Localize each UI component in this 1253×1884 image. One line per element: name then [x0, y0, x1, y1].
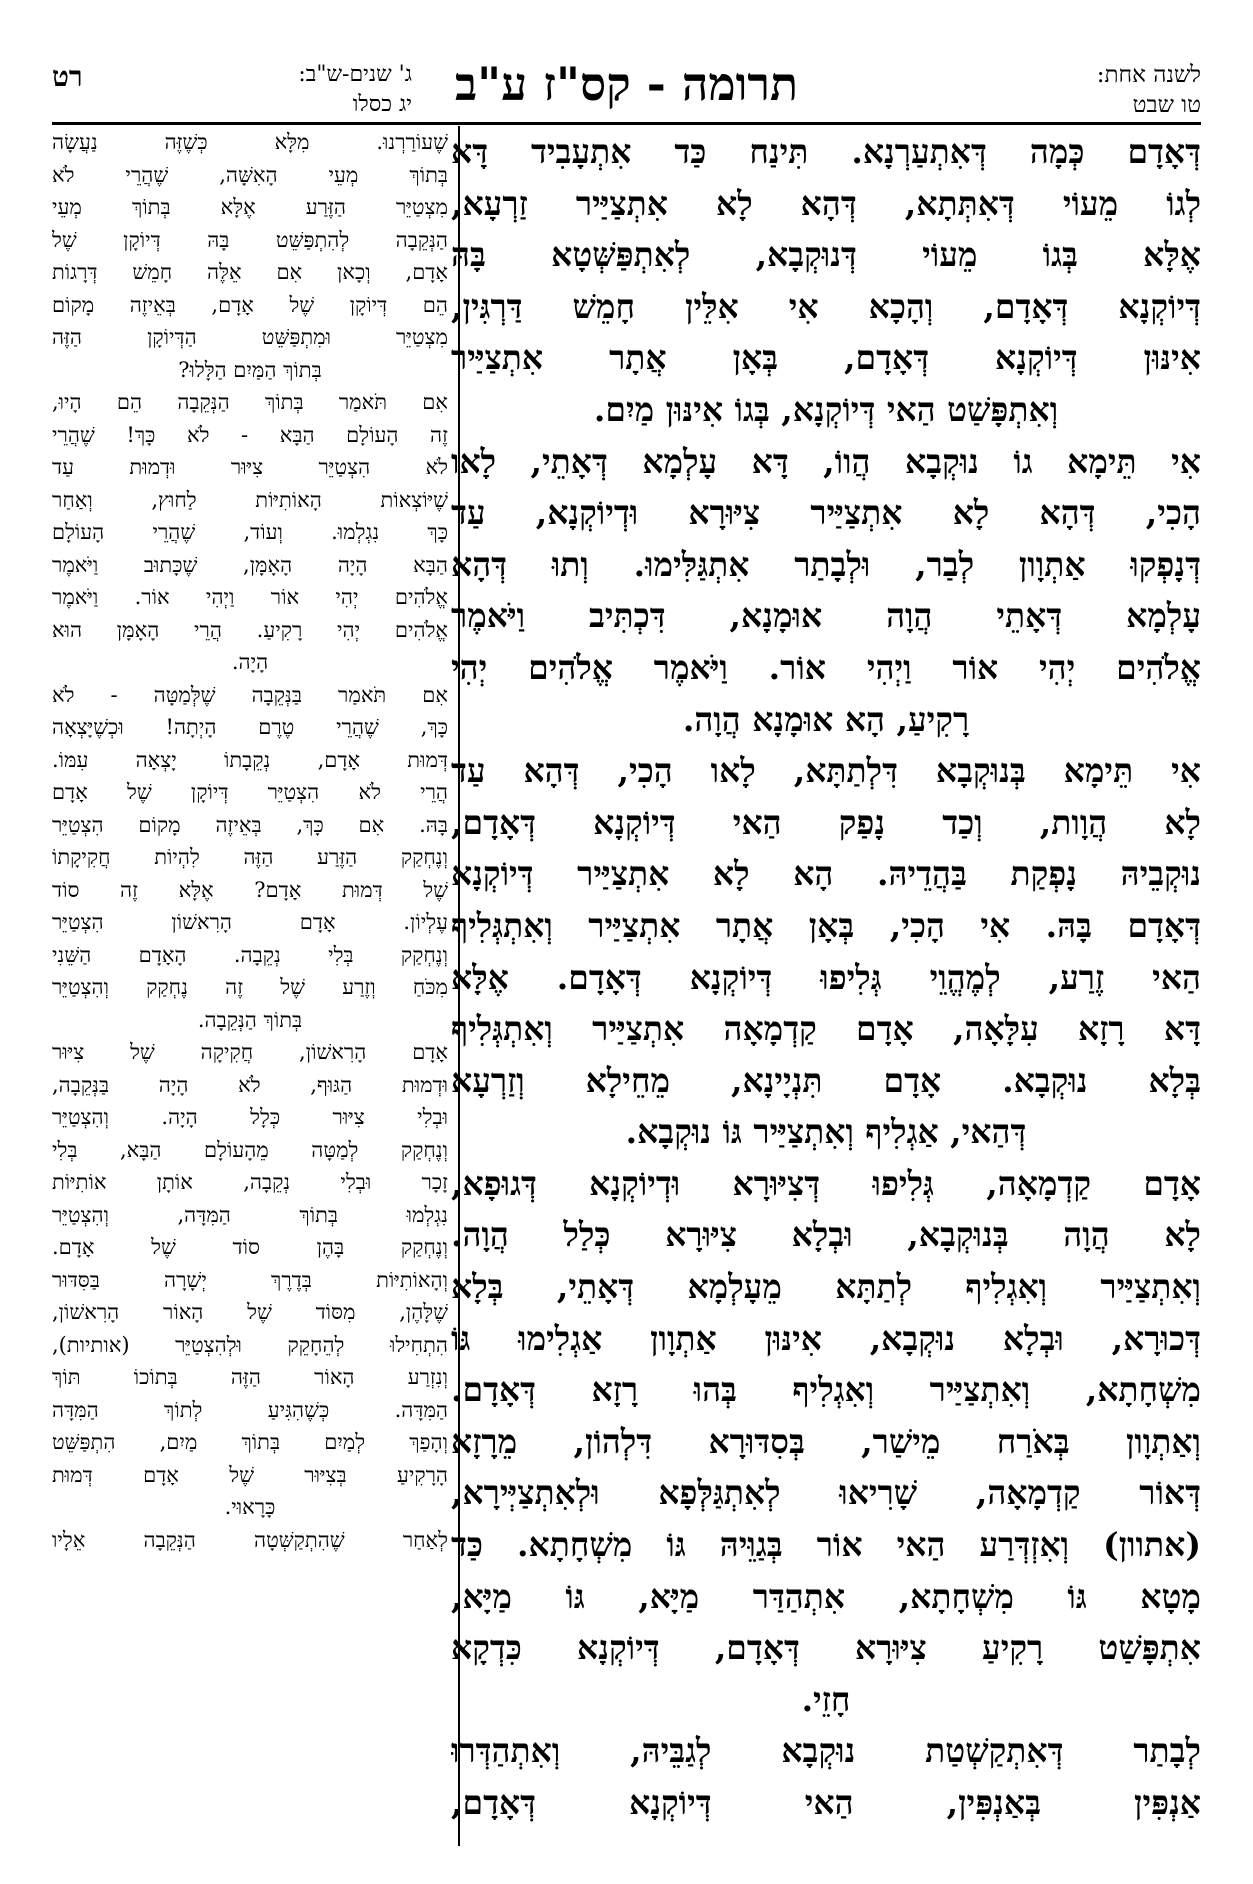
aramaic-text-line: עָלְמָא דְּאָתֵי הֲוָה אוּמָנָא, דִּכְתִּיב וַיֹּאמֶר [451, 596, 1201, 636]
translation-text-line: שֶׁיּוֹצְאוֹת הָאוֹתִיּוֹת לַחוּץ, וְאַחַר [52, 487, 448, 512]
translation-text-line: וּדְמוּת הַגּוּף, לֹא הָיָה בַּנְּקֵבָה, [52, 1072, 448, 1097]
aramaic-text-line: אָדָם קַדְמָאָה, גְּלִיפוּ דְּצִיּוּרָא וּדְיוֹקְנָא דְּגוּפָא, [451, 1163, 1201, 1203]
aramaic-text-line: מִשְׁחָתָא, וְאִתְצַיַּיר וְאִגְלִיף בְּהוּ רָזָא דְּאָדָם. [451, 1370, 1201, 1410]
aramaic-text-line: דְּיוֹקְנָא דְּאָדָם, וְהָכָא אִי אִלֵּין חָמֵשׁ דַּרְגִּין, [451, 286, 1201, 326]
translation-text-line: אִם תֹּאמַר בַּנְּקֵבָה שֶׁלְּמַטָּה - לֹא [52, 682, 448, 707]
translation-text-line: וְנִזְרַע הָאוֹר הַזֶּה בְּתוֹכוֹ תּוֹךְ [52, 1365, 448, 1389]
page-number: רט [52, 60, 83, 93]
aramaic-text-line: לָא הֲוָות, וְכַד נָפַק הַאי דְּיוֹקְנָא דְּאָדָם, [451, 802, 1201, 842]
header-one-year-label: לשנה אחת: [1096, 62, 1201, 88]
aramaic-text-line: אֶלָּא בְּגוֹ מֵעוֹי דְּנוּקְבָא, לְאִתְפַּשְּׁטָא בָּהּ [451, 235, 1201, 275]
translation-text-line: מִצְטַיֵּר וּמִתְפַּשֵּׁט הַדְּיוֹקָן הַזֶּה [52, 325, 448, 349]
translation-text-line: אָדָם הָרִאשׁוֹן, חֲקִיקָה שֶׁל צִיּוּר [52, 1040, 448, 1064]
translation-text-line: כָּרָאוּי. [224, 1495, 276, 1519]
translation-text-line: מִכֹּחַ וְזֶרַע שֶׁל זֶה נֶחְקַק וְהִצְטַיֵּר [52, 975, 448, 999]
translation-text-line: וְנֶחְקַק לְמַטָּה מֵהָעוֹלָם הַבָּא, בְּלִי [52, 1137, 448, 1162]
aramaic-text-line: לְגוֹ מֵעוֹי דְּאִתְּתָא, דְּהָא לָא אִתְצַיַּיר זַרְעָא, [451, 183, 1201, 223]
translation-text-line: זֶה הָעוֹלָם הַבָּא - לֹא כָּךְ! שֶׁהֲרֵי [52, 422, 448, 447]
aramaic-text-line: בְּלָא נוּקְבָא. אָדָם תִּנְיָינָא, מֵחֵילָא וְזַרְעָא [451, 1060, 1201, 1100]
translation-text-line: עֶלְיוֹן. אָדָם הָרִאשׁוֹן הִצְטַיֵּר [52, 910, 448, 934]
translation-text-line: דְּמוּת אָדָם, נְקֵבָתוֹ יָצְאָה עִמּוֹ. [52, 747, 448, 772]
page-header [52, 52, 1201, 124]
translation-text-line: בָּהּ. אִם כָּךְ, בְּאֵיזֶה מָקוֹם הִצְטַיֵּר [52, 812, 448, 837]
aramaic-text-line: הָכִי, דְּהָא לָא אִתְצַיַּיר צִיּוּרָא וּדְיוֹקְנָא, עַד [451, 493, 1201, 533]
translation-text-line: הַבָּא הָיָה הָאָמָּן, שֶׁכָּתוּב וַיֹּאמֶר [52, 552, 448, 577]
translation-text-line: הָיָה. [231, 650, 269, 674]
page-title: תרומה - קס"ז ע"ב [454, 57, 799, 111]
aramaic-text-line: מָטָא גּוֹ מִשְׁחָתָא, אִתְהַדַּר מַיָּא, גּוֹ מַיָּא, [451, 1576, 1201, 1616]
translation-text-line: הֵם דְּיוֹקָן שֶׁל אָדָם, בְּאֵיזֶה מָקוֹם [52, 292, 448, 317]
aramaic-text-line: וְאִתְפָּשַׁט הַאי דְּיוֹקְנָא, בְּגוֹ אִינּוּן מַיִם. [593, 389, 1059, 429]
translation-text-line: וְנֶחְקַק בָּהֶן סוֹד שֶׁל אָדָם. [52, 1235, 448, 1259]
translation-text-line: לְאַחַר שֶׁהִתְקַשְּׁטָה הַנְּקֵבָה אֵלָיו [52, 1527, 448, 1552]
translation-text-line: הַמִּדָּה. כְּשֶׁהִגִּיעַ לְתוֹךְ הַמִּדָּה [52, 1397, 448, 1422]
aramaic-text-line: אִינּוּן דְּיוֹקְנָא דְּאָדָם, בְּאָן אֲתָר אִתְצַיַּיר [451, 338, 1201, 378]
header-three-years-label: ג' שנים-ש"ב: [298, 62, 412, 87]
translation-text-line: נִגְלְמוּ בְּתוֹךְ הַמִּדָּה, וְהִצְטַיֵּר [52, 1202, 448, 1227]
translation-text-line: בְּתוֹךְ הַמַּיִם הַלָּלוּ? [178, 357, 322, 382]
translation-text-line: אָדָם, וְכָאן אִם אֵלֶּה חָמֵשׁ דְּרָגוֹת [52, 260, 448, 284]
header-three-years-date: יג כסלו [352, 92, 412, 117]
translation-text-line: כָּךְ, שֶׁהֲרֵי טֶרֶם הָיְתָה! וּכְשֶׁיָּצְאָה [52, 715, 448, 739]
aramaic-text-line: הַאי זֶרַע, לְמֶהֱוֵי גְּלִיפוּ דְּיוֹקְנָא דְּאָדָם. אֶלָּא [451, 957, 1201, 997]
aramaic-text-line: אֱלֹהִים יְהִי אוֹר וַיְהִי אוֹר. וַיֹּאמֶר אֱלֹהִים יְהִי [451, 647, 1201, 687]
translation-text-line: אֱלֹהִים יְהִי אוֹר וַיְהִי אוֹר. וַיֹּאמֶר [52, 585, 448, 609]
aramaic-text-line: וְאִתְצַיַּיר וְאִגְלִיף לְתַתָּא מֵעָלְמָא דְּאָתֵי, בְּלָא [451, 1267, 1201, 1307]
aramaic-text-line: אִתְפָּשַׁט רָקִיעַ צִיּוּרָא דְּאָדָם, דְּיוֹקְנָא כִּדְקָא [451, 1628, 1201, 1668]
translation-text-line: אֱלֹהִים יְהִי רָקִיעַ. הֲרֵי הָאָמָּן הוּא [52, 617, 448, 642]
aramaic-text-line: אִי תֵּימָא גוֹ נוּקְבָא הֲווֹ, דָּא עָלְמָא דְּאָתֵי, לָאו [451, 441, 1201, 481]
translation-text-line: הָרָקִיעַ בְּצִיּוּר שֶׁל אָדָם דְּמוּת [52, 1462, 448, 1487]
header-divider [52, 122, 1201, 125]
translation-text-line: וְנֶחְקַק בְּלִי נְקֵבָה. הָאָדָם הַשֵּׁנִי [52, 942, 448, 967]
aramaic-text-line: וְאַתְוָון בְּאֹרַח מֵישַׁר, בְּסִדּוּרָא דִּלְהוֹן, מֵרָזָא [451, 1421, 1201, 1461]
translation-text-line: בְּתוֹךְ הַנְּקֵבָה. [197, 1007, 303, 1032]
aramaic-text-line: אִי תֵּימָא בְּנוּקְבָא דִּלְתַתָּא, לָאו הָכִי, דְּהָא עַד [451, 751, 1201, 791]
translation-text-line: כָּךְ נִגְלְמוּ. וְעוֹד, שֶׁהֲרֵי הָעוֹלָם [52, 520, 448, 544]
translation-text-line: הַנְּקֵבָה לְהִתְפַּשֵּׁט בָּהּ דְּיוֹקָן שֶׁל [52, 227, 448, 252]
aramaic-text-line: רָקִיעַ, הָא אוּמָנָא הֲוָה. [682, 699, 970, 739]
translation-text-line: זָכָר וּבְלִי נְקֵבָה, אוֹתָן אוֹתִיּוֹת [52, 1170, 448, 1194]
aramaic-text-line: נוּקְבֵיהּ נָפְקַת בַּהֲדֵיהּ. הָא לָא אִתְצַיַּיר דְּיוֹקְנָא [451, 854, 1201, 894]
aramaic-text-line: דְּאָדָם כְּמָה דְּאִתְעַרְנָא. תִּינַח כַּד אִתְעָבִיד דָּא [451, 132, 1201, 171]
translation-text-line: הִתְחִילוּ לְהֵחָקֵק וּלְהִצְטַיֵּר (אותיות), [52, 1332, 448, 1357]
aramaic-text-line: דְּהַאי, אַגְלִיף וְאִתְצַיַּיר גּוֹ נוּקְבָא. [625, 1112, 1027, 1152]
aramaic-text-column [451, 126, 1201, 1846]
translation-text-line: שֶׁעוֹרַרְנוּ. מִלָּא כְּשֶׁזֶּה נַעֲשָׂה [52, 130, 448, 154]
aramaic-text-line: אַנְפִּין בְּאַנְפִּין, הַאי דְּיוֹקְנָא דְּאָדָם, [451, 1783, 1201, 1822]
translation-text-line: אִם תֹּאמַר בְּתוֹךְ הַנְּקֵבָה הֵם הָיוּ, [52, 390, 448, 414]
aramaic-text-line: (אתוון) וְאִזְדְּרַע הַאי אוֹר בְּגַוֵּיהּ גּוֹ מִשְׁחָתָא. כַּד [451, 1525, 1201, 1565]
translation-text-line: מִצְטַיֵּר הַזֶּרַע אֶלָּא בְּתוֹךְ מְעֵי [52, 195, 448, 219]
aramaic-text-line: לְבָתַר דְּאִתְקַשְׁטַת נוּקְבָא לְגַבֵּיהּ, וְאִתְהַדְּרוּ [451, 1731, 1201, 1771]
aramaic-text-line: לָא הֲוָה בְּנוּקְבָא, וּבְלָא צִיּוּרָא כְּלַל הֲוָה. [451, 1215, 1201, 1255]
aramaic-text-line: חָזֵי. [801, 1679, 851, 1719]
translation-text-line: שֶׁל דְּמוּת אָדָם? אֶלָּא זֶה סוֹד [52, 877, 448, 902]
aramaic-text-line: דְּנָפְקוּ אַתְוָון לְבַר, וּלְבָתַר אִתְגַּלִּימוּ. וְתוּ דְּהָא [451, 544, 1201, 584]
aramaic-text-line: דָּא רָזָא עִלָּאָה, אָדָם קַדְמָאָה אִתְצַיַּיר וְאִתְגְּלִיף [451, 1009, 1201, 1049]
translation-text-line: בְּתוֹךְ מְעֵי הָאִשָּׁה, שֶׁהֲרֵי לֹא [52, 162, 448, 187]
hebrew-translation-column [52, 126, 448, 1846]
header-one-year-date: טו שבט [1132, 92, 1201, 118]
translation-text-line: וּבְלִי צִיּוּר כְּלָל הָיָה. וְהִצְטַיֵּר [52, 1105, 448, 1129]
translation-text-line: וְנֶחְקַק הַזֶּרַע הַזֶּה לִהְיוֹת חֲקִיקָתוֹ [52, 845, 448, 869]
translation-text-line: לֹא הִצְטַיֵּר צִיּוּר וּדְמוּת עַד [52, 455, 448, 479]
translation-text-line: וְהָפַךְ לְמַיִם בְּתוֹךְ מַיִם, הִתְפַּשֵּׁט [52, 1430, 448, 1454]
translation-text-line: וְהָאוֹתִיּוֹת בְּדֶרֶךְ יְשָׁרָה בַּסִּדּוּר [52, 1267, 448, 1292]
translation-text-line: שֶׁלָּהֶן, מִסּוֹד שֶׁל הָאוֹר הָרִאשׁוֹן, [52, 1300, 448, 1324]
aramaic-text-line: דְּאָדָם בָּהּ. אִי הָכִי, בְּאָן אֲתָר אִתְצַיַּיר וְאִתְגְּלִיף [451, 905, 1201, 945]
aramaic-text-line: דְּכוּרָא, וּבְלָא נוּקְבָא, אִינּוּן אַתְוָון אַגְלִימוּ גּוֹ [451, 1318, 1201, 1358]
translation-text-line: הֲרֵי לֹא הִצְטַיֵּר דְּיוֹקָן שֶׁל אָדָם [52, 780, 448, 804]
aramaic-text-line: דְּאוֹר קַדְמָאָה, שָׁרִיאוּ לְאִתְגַּלְּפָא וּלְאִתְצַיְּירָא, [451, 1473, 1201, 1513]
